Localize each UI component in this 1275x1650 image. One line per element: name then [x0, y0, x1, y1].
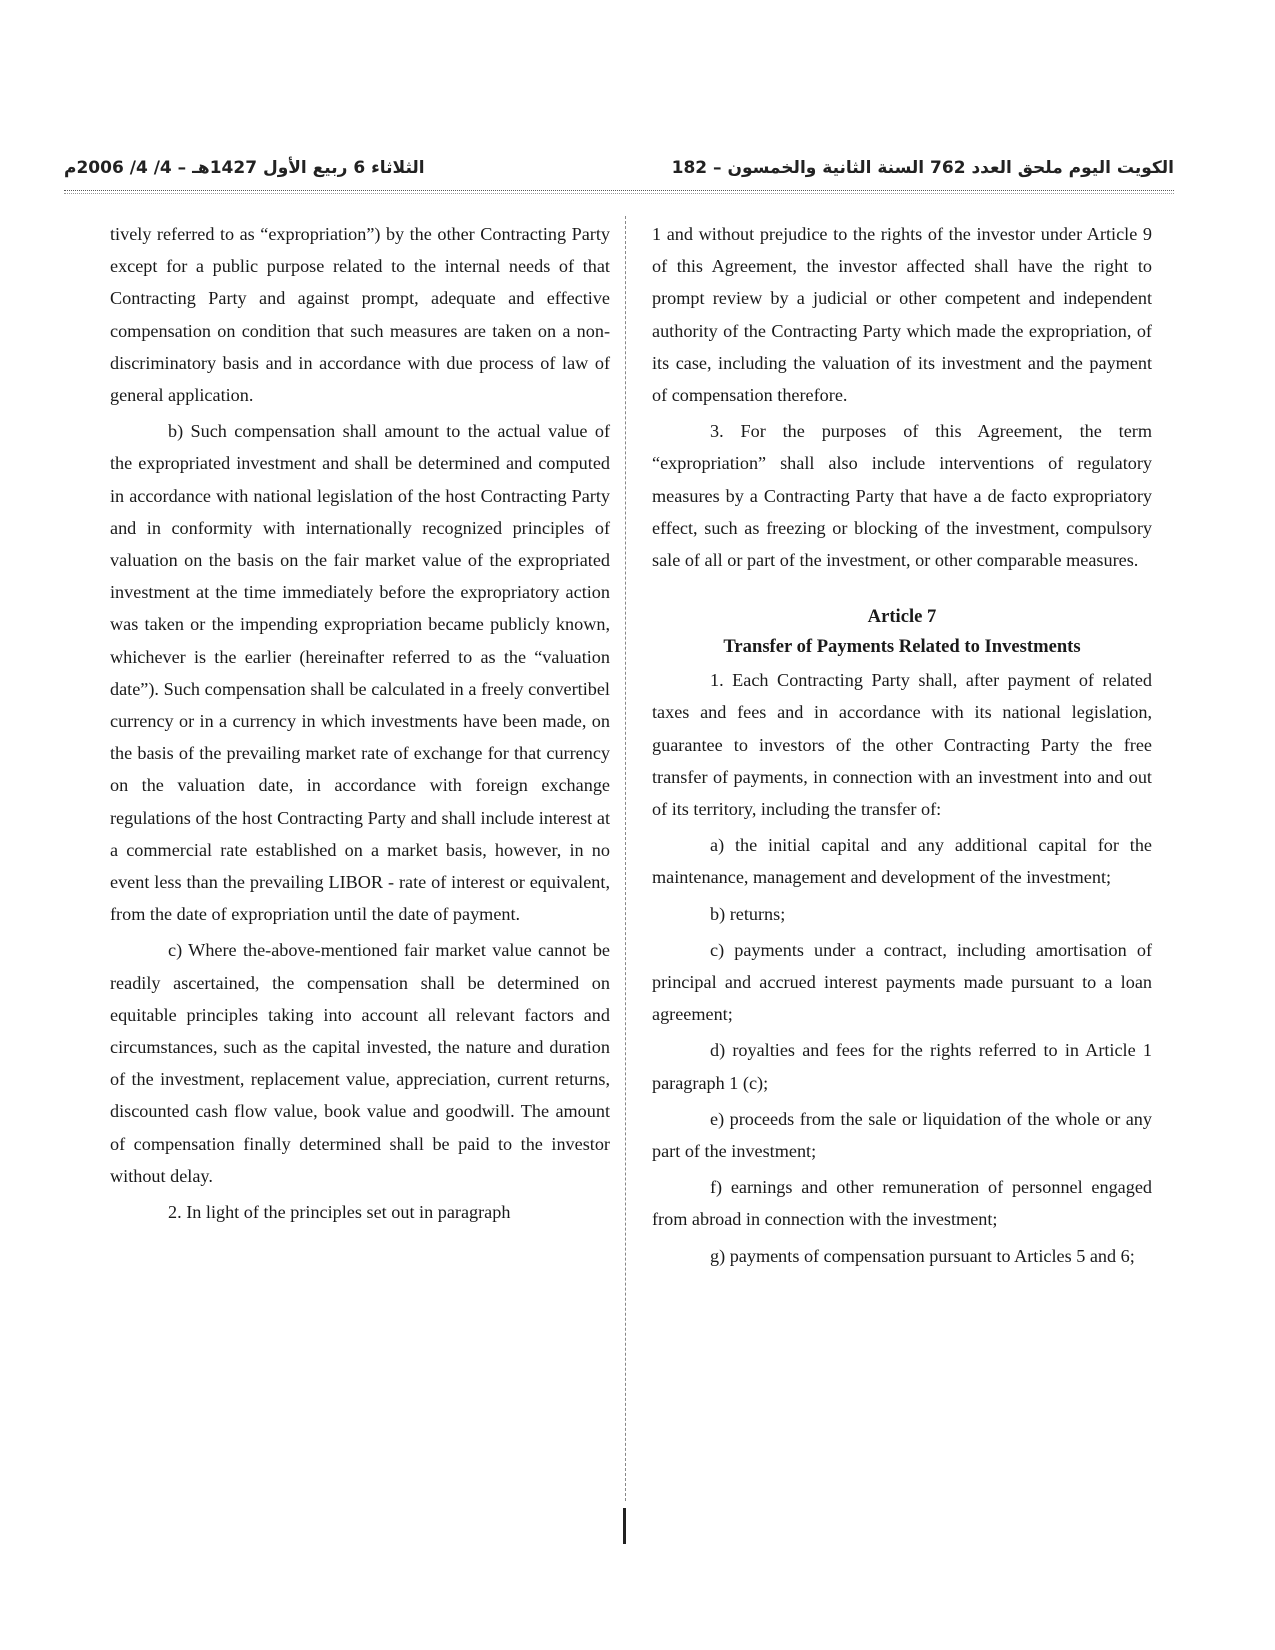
article-subtitle: Transfer of Payments Related to Investments [723, 636, 1081, 658]
paragraph: b) Such compensation shall amount to the actual value of the expropriated investment and shall be determined and computed in accordance with national legislation of the host Contracting Party and in conformity with internationally recognized principles of valuation on the basis on the fair market value of the expropriated investment at the time immediately before the expropriatory action was taken or the impending expropriation became publicly known, whichever is the earlier (hereinafter referred to as the “valuation date”). Such compensation shall be calculated in a freely convertibel currency or in a currency in which investments have been made, on the basis of the prevailing market rate of exchange for that currency on the valuation date, in accordance with foreign exchange regulations of the host Contracting Party and shall include interest at a commercial rate established on a market basis, however, in no event less than the prevailing LIBOR - rate of interest or equivalent, from the date of expropriation until the date of payment. [110, 421, 610, 925]
left-column [110, 218, 610, 1232]
page-header [64, 150, 1174, 194]
list-item: g) payments of compensation pursuant to Articles 5 and 6; [710, 1245, 1135, 1266]
list-item: a) the initial capital and any additional capital for the maintenance, management and development of the investment; [652, 835, 1152, 888]
paragraph: 3. For the purposes of this Agreement, the term “expropriation” shall also include interventions of regulatory measures by a Contracting Party that have a de facto expropriatory effect, such as freezing or blocking of the investment, compulsory sale of all or part of the investment, or other comparable measures. [652, 421, 1152, 571]
column-divider [625, 216, 626, 1501]
list-item: c) payments under a contract, including amortisation of principal and accrued interest payments made pursuant to a loan agreement; [652, 939, 1152, 1025]
paragraph: 1 and without prejudice to the rights of the investor under Article 9 of this Agreement, the investor affected shall have the right to prompt review by a judicial or other competent and independent authority of the Contracting Party which made the expropriation, of its case, including the valuation of its investment and the payment of compensation therefore. [652, 224, 1152, 406]
paragraph: c) Where the-above-mentioned fair market value cannot be readily ascertained, the compensation shall be determined on equitable principles taking into account all relevant factors and circumstances, such as the capital invested, the nature and duration of the investment, replacement value, appreciation, current returns, discounted cash flow value, book value and goodwill. The amount of compensation finally determined shall be paid to the investor without delay. [110, 940, 610, 1186]
header-publication-info: الكويت اليوم ملحق العدد 762 السنة الثانية والخمسون – 182 [671, 158, 1174, 178]
list-item: d) royalties and fees for the rights referred to in Article 1 paragraph 1 (c); [652, 1040, 1152, 1093]
paragraph: 2. In light of the principles set out in paragraph [168, 1202, 511, 1223]
list-item: e) proceeds from the sale or liquidation of the whole or any part of the investment; [652, 1108, 1152, 1162]
header-date: الثلاثاء 6 ربيع الأول 1427هـ – 4/ 4/ 2006م [64, 158, 425, 178]
list-item: f) earnings and other remuneration of personnel engaged from abroad in connection with the investment; [652, 1177, 1152, 1230]
article-title: Article 7 [867, 606, 937, 628]
paragraph: tively referred to as “expropriation”) by the other Contracting Party except for a public purpose related to the internal needs of that Contracting Party and against prompt, adequate and effective compensation on condition that such measures are taken on a non-discriminatory basis and in accordance with due process of law of general application. [110, 224, 610, 406]
column-divider-mark [623, 1508, 626, 1544]
header-rule [64, 190, 1174, 194]
paragraph: 1. Each Contracting Party shall, after payment of related taxes and fees and in accordance with its national legislation, guarantee to investors of the other Contracting Party the free transfer of payments, in connection with an investment into and out of its territory, including the transfer of: [652, 670, 1152, 820]
list-item: b) returns; [710, 903, 786, 924]
right-column [652, 218, 1152, 1276]
